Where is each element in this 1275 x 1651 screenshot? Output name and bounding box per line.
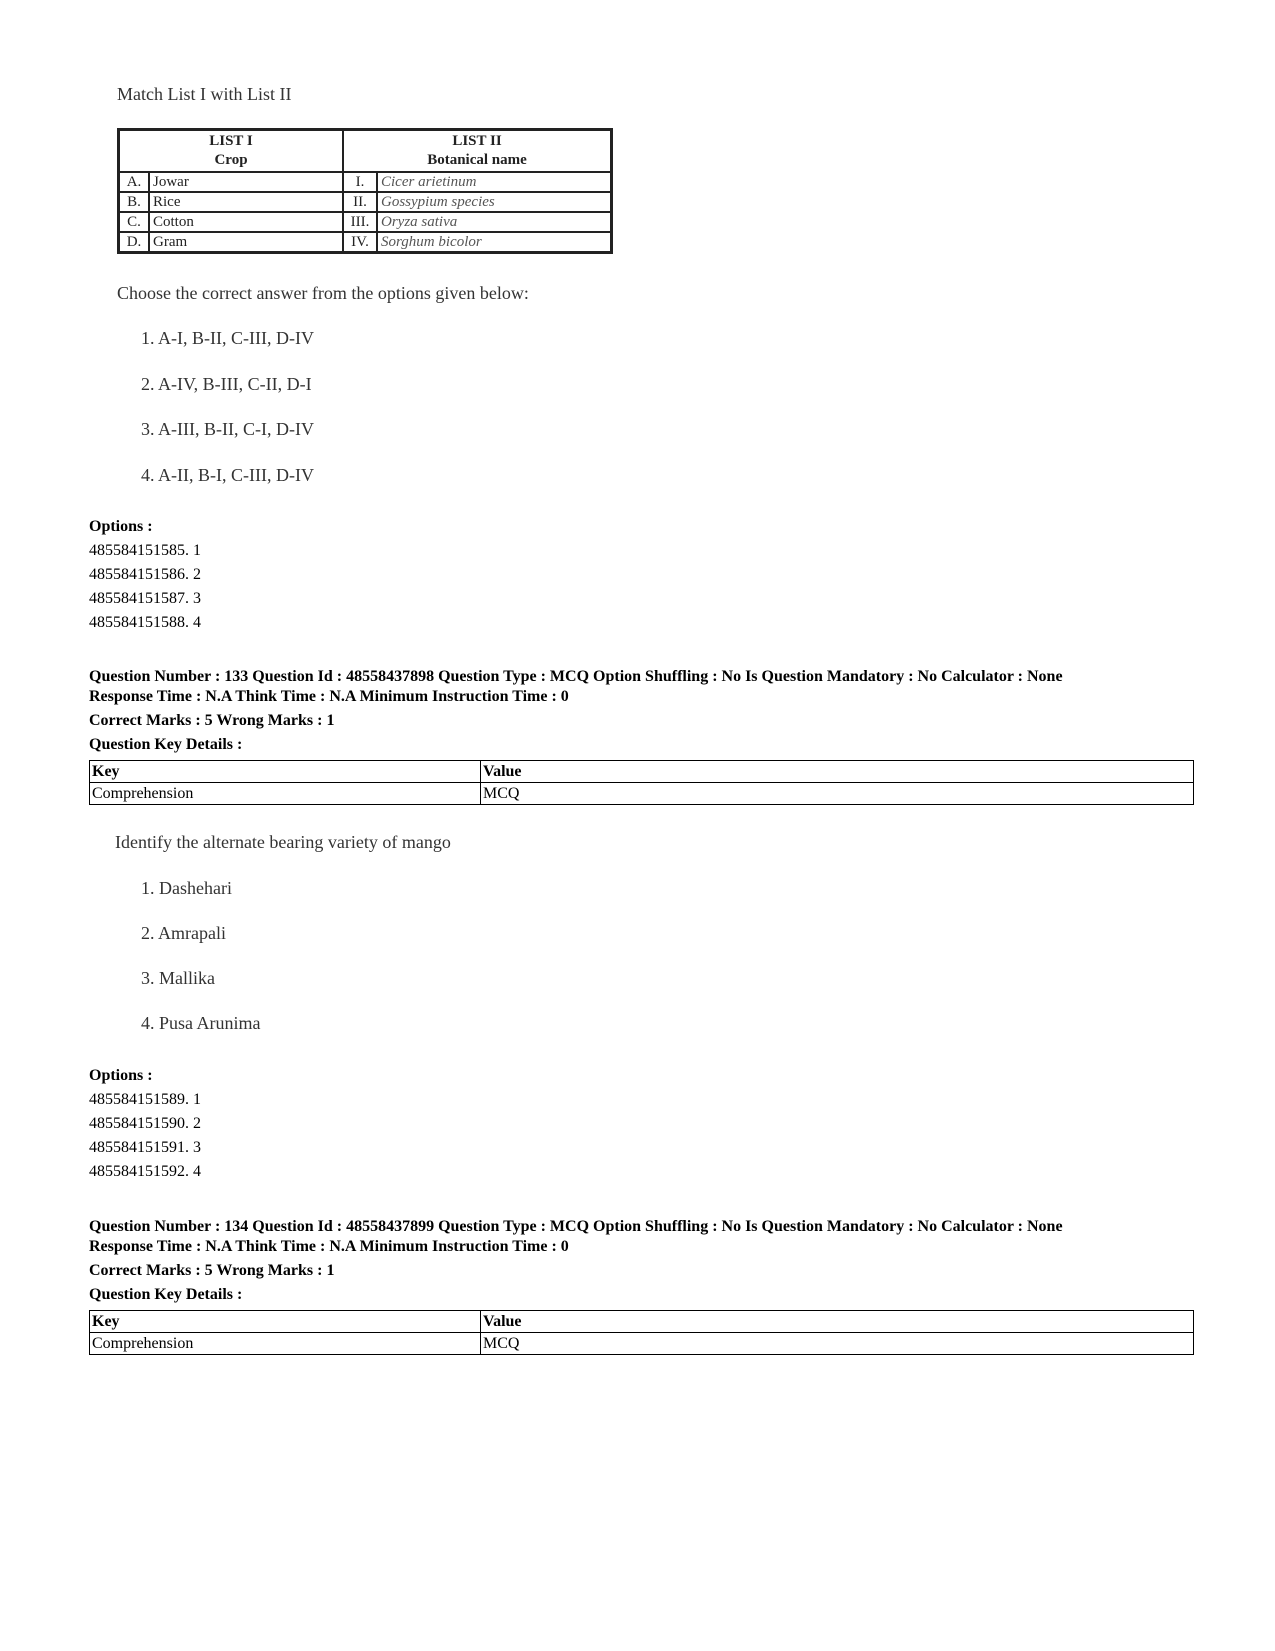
match-row: D. Gram IV. Sorghum bicolor — [119, 232, 612, 253]
q132-instruction: Choose the correct answer from the options given below: — [117, 283, 529, 303]
q134-header-line2: Response Time : N.A Think Time : N.A Minimum Instruction Time : 0 — [89, 1238, 569, 1255]
q132-option-4: 485584151588. 4 — [89, 614, 201, 631]
q134-header-line1: Question Number : 134 Question Id : 48558437899 Question Type : MCQ Option Shuffling : No Is Question Mandatory : No Calculator : None — [89, 1218, 1063, 1235]
q134-key-details-label: Question Key Details : — [89, 1286, 243, 1303]
key-cell: Comprehension — [90, 1333, 481, 1355]
list2-header: LIST II Botanical name — [343, 130, 612, 173]
q132-option-2: 485584151586. 2 — [89, 566, 201, 583]
q133-header-line1: Question Number : 133 Question Id : 48558437898 Question Type : MCQ Option Shuffling : No Is Question Mandatory : No Calculator : None — [89, 668, 1063, 685]
q134-key-table — [89, 1310, 1194, 1355]
value-header: Value — [481, 761, 1194, 783]
q134-marks: Correct Marks : 5 Wrong Marks : 1 — [89, 1262, 335, 1279]
q132-choice-1: 1. A-I, B-II, C-III, D-IV — [141, 328, 314, 348]
key-header: Key — [90, 1311, 481, 1333]
match-row: C. Cotton III. Oryza sativa — [119, 212, 612, 232]
q133-header-line2: Response Time : N.A Think Time : N.A Minimum Instruction Time : 0 — [89, 688, 569, 705]
q132-option-1: 485584151585. 1 — [89, 542, 201, 559]
q133-choice-1: 1. Dashehari — [141, 878, 232, 898]
q133-choice-4: 4. Pusa Arunima — [141, 1013, 261, 1033]
q132-choice-3: 3. A-III, B-II, C-I, D-IV — [141, 419, 314, 439]
value-cell: MCQ — [481, 1333, 1194, 1355]
q133-options-label: Options : — [89, 1067, 153, 1084]
value-cell: MCQ — [481, 783, 1194, 805]
key-header: Key — [90, 761, 481, 783]
q133-choice-2: 2. Amrapali — [141, 923, 226, 943]
q133-choice-3: 3. Mallika — [141, 968, 215, 988]
q133-option-4: 485584151592. 4 — [89, 1163, 201, 1180]
q133-key-table — [89, 760, 1194, 805]
q132-choice-4: 4. A-II, B-I, C-III, D-IV — [141, 465, 314, 485]
list1-header: LIST I Crop — [119, 130, 344, 173]
q133-option-2: 485584151590. 2 — [89, 1115, 201, 1132]
q132-options-label: Options : — [89, 518, 153, 535]
match-row: A. Jowar I. Cicer arietinum — [119, 172, 612, 192]
q133-marks: Correct Marks : 5 Wrong Marks : 1 — [89, 712, 335, 729]
q133-key-details-label: Question Key Details : — [89, 736, 243, 753]
q132-option-3: 485584151587. 3 — [89, 590, 201, 607]
q133-option-3: 485584151591. 3 — [89, 1139, 201, 1156]
value-header: Value — [481, 1311, 1194, 1333]
match-row: B. Rice II. Gossypium species — [119, 192, 612, 212]
q133-option-1: 485584151589. 1 — [89, 1091, 201, 1108]
match-table — [117, 128, 613, 254]
q132-choice-2: 2. A-IV, B-III, C-II, D-I — [141, 374, 312, 394]
q133-stem: Identify the alternate bearing variety of mango — [115, 832, 451, 852]
key-cell: Comprehension — [90, 783, 481, 805]
q132-stem: Match List I with List II — [117, 84, 292, 104]
